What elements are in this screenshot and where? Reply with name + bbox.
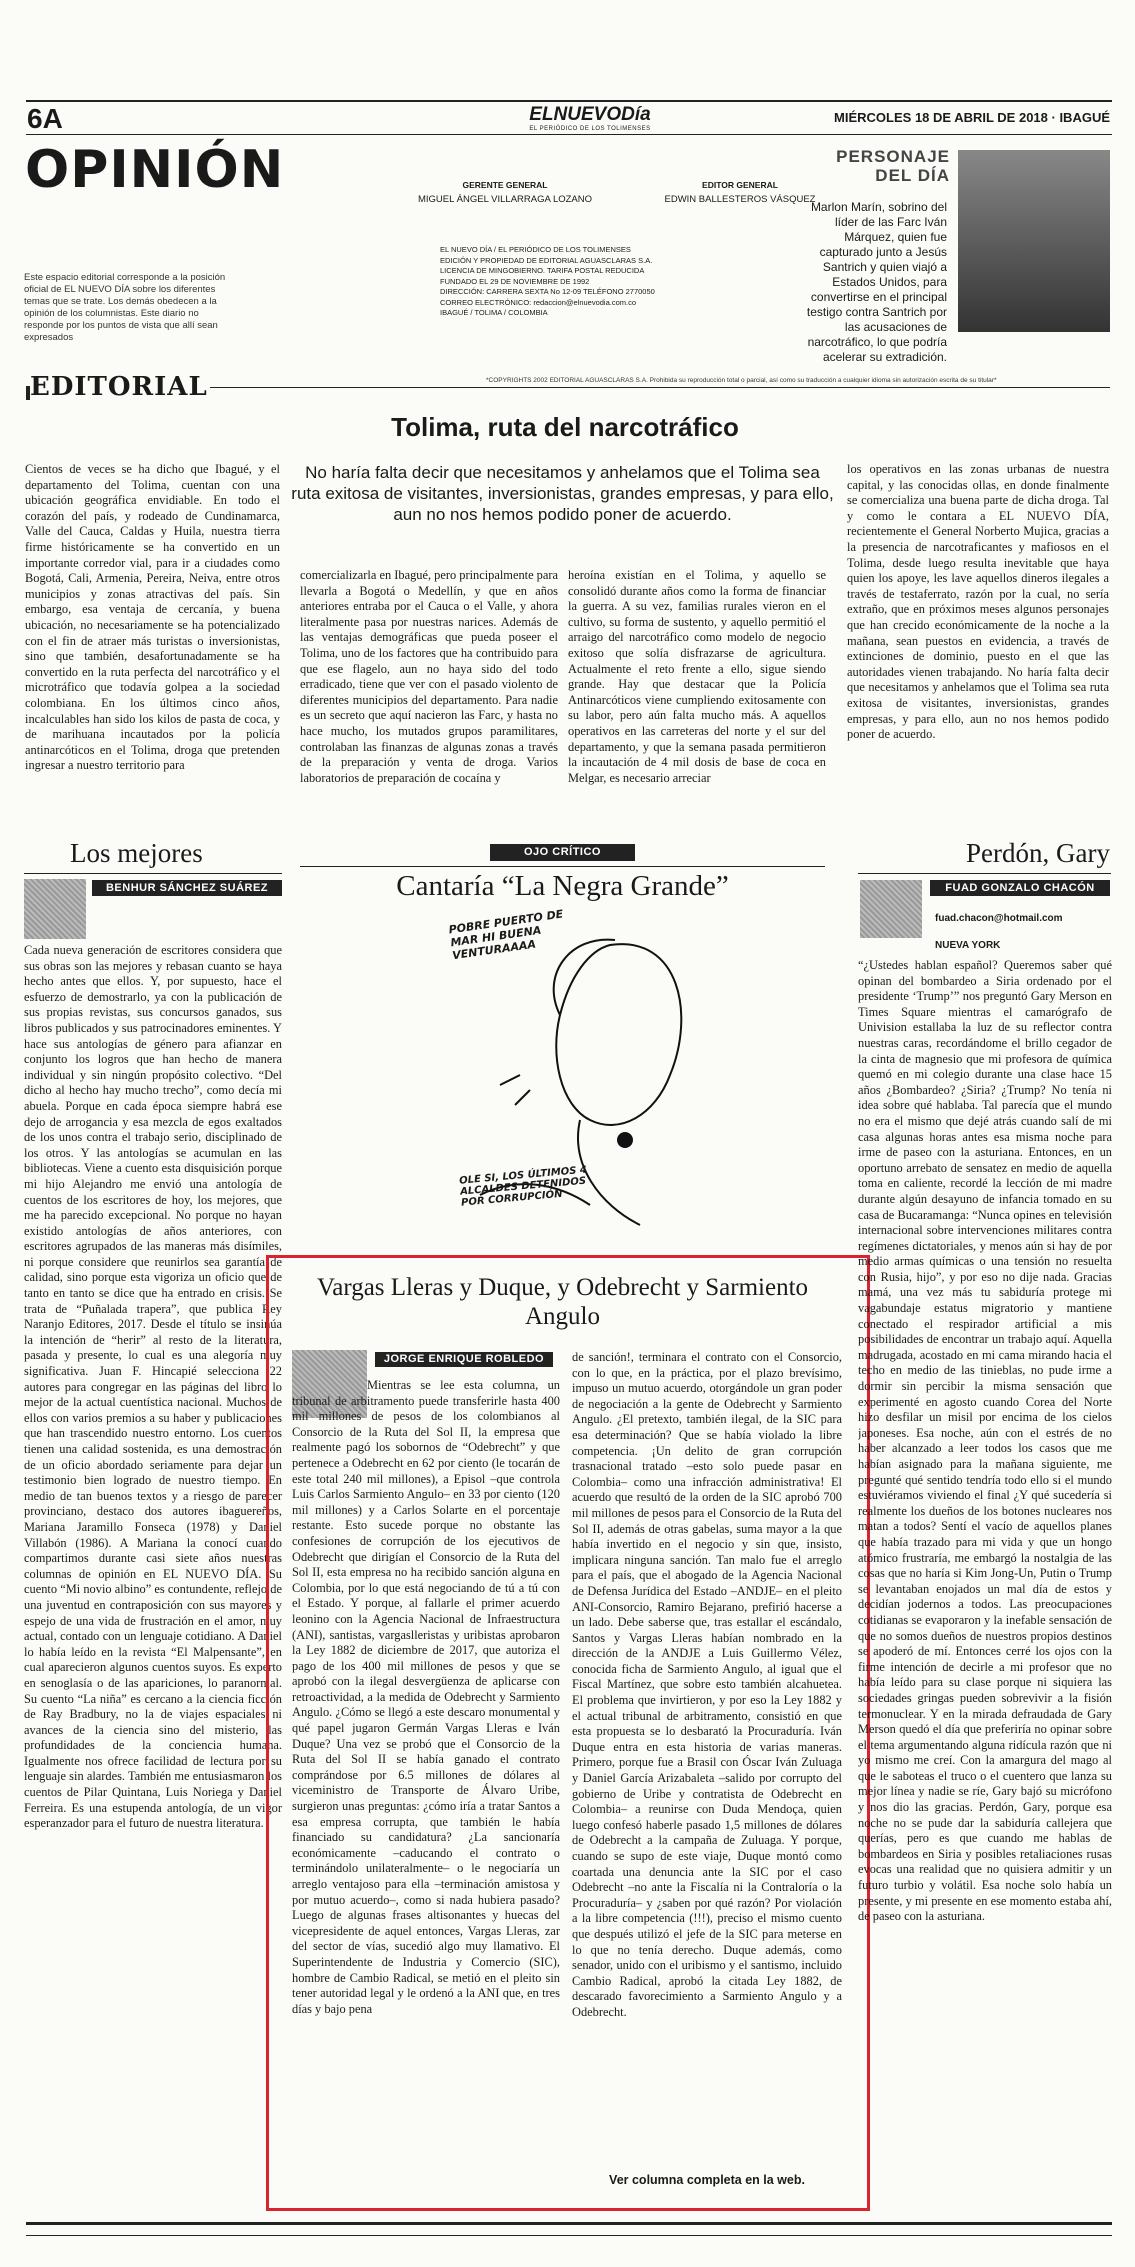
perdon-author-photo [860, 880, 922, 938]
gerente-block: GERENTE GENERAL MIGUEL ÁNGEL VILLARRAGA LOZANO [417, 180, 593, 205]
perdon-author: FUAD GONZALO CHACÓN [930, 880, 1110, 896]
page-number: 6A [27, 103, 63, 134]
newspaper-logo: ELNUEVODía EL PERIÓDICO DE LOS TOLIMENSES [529, 104, 651, 132]
editorial-title: Tolima, ruta del narcotráfico [391, 412, 739, 442]
section-title: OPINIÓN [25, 140, 285, 200]
mejores-title: Los mejores [70, 838, 203, 868]
editorial-column-2: comercializarla en Ibagué, pero principalmente para llevarla a Bogotá o Medellín, y que en años anteriores entraba por el Cauca o el Valle, y ahora literalmente pasa por nuestras narices. Además de las ventajas demográficas que pueda poseer el Tolima, uno de los factores que ha contribuido para que ese flagelo, aun no haya sido del todo erradicado, tiene que ver con el pasado violento de diferentes municipios del departamento. Para nadie es un secreto que aquí nacieron las Farc, y hasta no hace mucho, los mutados grupos paramilitares, controlaban las finanzas de algunas zonas a través de la preparación y venta de droga. Varios laboratorios de preparación de cocaína y [300, 568, 558, 785]
perdon-email[interactable]: fuad.chacon@hotmail.com [935, 913, 1063, 924]
editorial-column-1: Cientos de veces se ha dicho que Ibagué, y el departamento del Tolima, cuentan con una ubicación geográfica envidiable. En todo el corazón del país, y rodeado de Cundinamarca, Valle del Cauca, Caldas y Huila, nuestra tierra firme históricamente se ha convertido en un importante corredor vial, para ir a ciudades como Bogotá, Cali, Armenia, Pereira, Neiva, entre otros municipios y zonas atractivas del país. Sin embargo, esa ventaja de cercanía, y buena ubicación, no necesariamente se ha potencializado con el fin de atraer más turistas o inversionistas, sino que también, desafortunadamente se ha convertido en la ruta perfecta del narcotráfico y el microtráfico que todavía golpea a la sociedad colombiana. En los últimos cinco años, incalculables han sido los kilos de pasta de coca, y de marihuana incautados por la policía antinarcóticos en el Tolima, droga que pretenden ingresar a nuestro territorio para [25, 462, 280, 773]
vargas-more-link[interactable]: Ver columna completa en la web. [609, 2173, 805, 2187]
personaje-title: PERSONAJE DEL DÍA [836, 147, 950, 185]
vargas-title: Vargas Lleras y Duque, y Odebrecht y Sarmiento Angulo [316, 1274, 809, 1330]
perdon-title: Perdón, Gary [966, 838, 1110, 868]
personaje-text: Marlon Marín, sobrino del líder de las Farc Iván Márquez, quien fue capturado junto a Jesús Santrich y quien viajó a Estados Unidos, para convertirse en el principal testigo contra Santrich por las acusaciones de narcotráfico, lo que podría acelerar su extradición. [806, 200, 947, 364]
mejores-author: BENHUR SÁNCHEZ SUÁREZ [92, 880, 282, 896]
caricature-bubble-1: POBRE PUERTO DE MAR HI BUENA VENTURAAAA [447, 907, 564, 963]
personaje-photo [958, 150, 1110, 332]
vargas-column-1: Mientras se lee esta columna, un tribunal de arbitramento puede transferirle hasta 400 mil millones de pesos de los colombianos al Consorcio de la Ruta del Sol II, la empresa que realmente pagó los sobornos de “Odebrecht” y que pertenece a Odebrecht en 62 por ciento (le tocarán de este total 240 mil millones), a Episol –que controla Luis Carlos Sarmiento Angulo– en 33 por ciento (120 mil millones) y a Carlos Solarte en el porcentaje restante. Esto sucede porque no obstante las confesiones de corrupción de los ejecutivos de Odebrecht que dirigían el Consorcio de la Ruta del Sol II, esta empresa no ha recibido sanción alguna en Colombia, por lo que está negociando de tú a tú con el Estado. Y porque, al fallarle el primer acuerdo leonino con la Agencia Nacional de Infraestructura (ANI), santistas, vargaslleristas y uribistas aprobaron la Ley 1882 de diciembre de 2017, que autoriza el pago de los 400 mil millones de pesos y que se aprobó con la ilegal desvergüenza de aplicarse con retroactividad, a la medida de Odebrecht y Sarmiento Angulo. ¿Cómo se llegó a este descaro monumental y qué papel jugaron Germán Vargas Lleras e Iván Duque? Una vez se probó que el Consorcio de la Ruta del Sol II se había ganado el contrato comprándose por 6.5 millones de dólares al viceministro de Transporte de Álvaro Uribe, surgieron unas preguntas: ¿cómo iría a tratar Santos a esa empresa corrupta, que también le había financiado su candidatura? ¿La sancionaría económicamente –caducando el contrato o terminándolo unilateralmente– o le negociaría un arreglo ventajoso para ella –terminación amistosa y por mutuo acuerdo–, como si nada hubiera pasado? Luego de algunas frases altisonantes y huecas del vicepresidente de aquel entonces, Vargas Lleras, zar del sector de vías, sucedió algo muy llamativo. El Superintendente de Industria y Comercio (SIC), hombre de Cambio Radical, se metió en el pleito sin tener autoridad legal y le ordenó a la ANI que, en tres días y bajo pena [292, 1378, 560, 2016]
ojo-title: Cantaría “La Negra Grande” [396, 870, 729, 902]
issue-date: MIÉRCOLES 18 DE ABRIL DE 2018 · IBAGUÉ [834, 110, 1110, 125]
editorial-label: EDITORIAL [30, 372, 208, 402]
caricature [440, 905, 695, 1255]
perdon-text: “¿Ustedes hablan español? Queremos saber qué opinan del bombardeo a Siria ordenado por el presidente ‘Trump’” nos preguntó Gary Merson en Times Square mientras el camarógrafo de Univision estallaba la luz de su reflector contra nuestras caras, recordándome el brillo cegador de la cinta de magnesio que mi profesora de química quemó en mi colegio durante una clase hace 15 años ¿Bombardeo? ¿Siria? ¿Trump? No tenía ni idea sobre qué hablaba. Tal parecía que el mundo no era el mismo que dejé atrás cuando salí de mi casa algunas horas antes esa misma noche para irme de paseo con la asturiana. Entonces, en un oportuno arrebato de sensatez en medio de aquella toma en caliente, recordé la lección de mi madre durante algún desayuno de infancia tomado en su casa de Bucaramanga: “Nunca opines en televisión internacional sobre intervenciones militares contra regímenes dictatoriales, y menos aún si hay de por medio armas químicas o una tensión no resuelta con Rusia, hijo”, y por eso no dije nada. Gracias mamá, una vez más tu sabiduría protege mi vagabundaje estatus migratorio y mantiene conectado el respirador artificial a mis posibilidades de encontrar un trabajo aquí. Aquella madrugada, acostado en mi cama mirando hacia el techo en medio de las tinieblas, no pude irme a dormir sin percibir la misma sensación que experimenté en agosto cuando Corea del Norte hizo desfilar un misil por encima de los cielos japoneses. Esa noche, aún con el estrés de no haber alcanzado a leer todos los casos que me habían asignado para la mañana siguiente, me pregunté qué sentido tendría todo ello si el mundo estuviéramos viviendo el final ¿Y qué sucedería si realmente los dueños de los botones nucleares nos matan a todos? Sentí el vacío de aquellos planes que había trazado para mi vida y que un hongo atómico frustraría, me embargó la nostalgia de las cosas que no haría si Kim Jong-Un, Putin o Trump se levantaban enojados un mal día de estos y decidían jodernos a todos. Las preocupaciones cotidianas se evaporaron y la inefable sensación de que no somos dueños de nuestros propios destinos se apoderó de mí. Entonces cerré los ojos con la firme intención de decirle a mi profesor que no había leído para su clase porque ni siquiera las sociedades gringas pueden sobrevivir a la fisión termonuclear. Y en la mirada defraudada de Gary Merson quedó el día que preferiría no opinar sobre el tema argumentando alguna ridícula razón que ni yo mismo me creí. Con la amargura del mago al que le saboteas el truco o el cuentero que lanza su mejor línea y nadie se ríe, Gary bajó su micrófono y nos dio las gracias. Perdón, Gary, porque esa noche no se pude dar la sabiduría callejera que querías, pero es que cuando me hablas de bombardeos en Siria y posibles retaliaciones rusas evocas una realidad que no quisiera admitir y un futuro turbio y volátil. Esa noche solo había un presente, y mi presente en ese momento estaba ahí, de paseo con la asturiana. [858, 958, 1112, 1924]
editorial-column-3: heroína existían en el Tolima, y aquello se consolidó durante años como la forma de financiar la guerra. A su vez, familias rurales vieron en el cultivo, su forma de sustento, y aquello permitió el arraigo del narcotráfico como modelo de negocio exitoso que solía disfrazarse de agricultura. Actualmente el reto frente a ello, sigue siendo grande. Hay que destacar que la Policía Antinarcóticos viene cumpliendo exitosamente con su labor, pero aún falta mucho más. A aquellos operativos en las carreteras del norte y el sur del departamento, y que la semana pasada permitieron la incautación de 4 mil dosis de base de coca en Melgar, es necesario arreciar [568, 568, 826, 785]
mejores-text: Cada nueva generación de escritores considera que sus obras son las mejores y rebasan cuanto se haya hecho antes que ellos. Y, por supuesto, hace el esfuerzo de demostrarlo, ya con la publicación de sus propias revistas, sus concursos ganados, sus libros publicados y sus patrocinadores eminentes. Y hace sus antologías de género para afianzar en conjunto los logros que han hecho de manera individual y sin ningún propósito colectivo. “Del dicho al hecho hay mucho trecho”, como decía mi abuela. Porque en cada época siempre habrá ese dejo de arrogancia y esa mezcla de egos exaltados de los unos contra el trabajo serio, disciplinado de los otros. Y las antologías se acumulan en las bibliotecas. Viene a cuento esta disquisición porque mi hijo Alejandro me envió una antología de cuentos de los escritores de hoy, los mejores, que me ha parecido excepcional. No porque no hayan existido antologías de años anteriores, con escritores agrupados de las maneras más disímiles, ni porque considere que reunirlos sea garantía de calidad, sino porque esta vigoriza un oficio que de tanto en tanto se dice que ha entrado en crisis. Se trata de “Puñalada trapera”, que publica Rey Naranjo Editores, 2017. Desde el título se insinúa la intención de “herir” al resto de la literatura, pasada y presente, lo cual es una alegoría muy significativa. Juan F. Hincapié selecciona 22 autores para congregar en las páginas del libro lo mejor de la actual cuentística nacional. Muchos de ellos con varios premios a su haber y publicaciones que han trascendido nuestro entorno. Los cuentos tienen una calidad sostenida, es una demostración de un oficio abordado seriamente para dejar un testimonio bien logrado de nuestro tiempo. En medio de tan buenos textos y a riesgo de parecer provinciano, destaco dos autores ibaguereños, Mariana Jaramillo Fonseca (1978) y Daniel Villabón (1986). A Mariana la conocí cuando compartimos durante casi siete años nuestras columnas de opinión en EL NUEVO DÍA. Su cuento “Mi novio albino” es contundente, reflejo de una juventud en contraposición con sus mayores y espejo de una vida de frustración en el amor, muy actual, contado con un lenguaje cotidiano. A Daniel lo había leído en la revista “El Malpensante”, en cual aparecieron algunos cuentos suyos. Es experto en senoglasía o de las apariciones, lo paranormal. Su cuento “La niña” es cercano a la ciencia ficción de Ray Bradbury, no la de viajes espaciales ni avances de la ciencia sino del misterio, las profundidades de la conciencia humana. Igualmente nos ofrece facilidad de lectura por su lenguaje sin alardes. También me entusiasmaron los cuentos de Pilar Quintana, Luis Noriega y Daniel Ferreira. Es una estupenda antología, de un vigor esperanzador para el futuro de nuestra literatura. [24, 943, 282, 1831]
mejores-author-photo [24, 879, 86, 939]
copyright: *COPYRIGHTS 2002 EDITORIAL AGUASCLARAS S.A. Prohibida su reproducción total o parcial, así como su traducción a cualquier idioma sin autorización escrita de su titular* [486, 377, 997, 384]
perdon-city: NUEVA YORK [935, 940, 1001, 951]
editor-block: EDITOR GENERAL EDWIN BALLESTEROS VÁSQUEZ [664, 180, 816, 205]
masthead-info: EL NUEVO DÍA / EL PERIÓDICO DE LOS TOLIMENSES EDICIÓN Y PROPIEDAD DE EDITORIAL AGUASCLARAS S.A. LICENCIA DE MINGOBIERNO. TARIFA POSTAL REDUCIDA FUNDADO EL 29 DE NOVIEMBRE DE 1992 DIRECCIÓN: CARRERA SEXTA No 12-09 TELÉFONO 2770050 CORREO ELECTRÓNICO: redaccion@elnuevodia.com.co IBAGUÉ / TOLIMA / COLOMBIA [440, 245, 655, 317]
caricature-bubble-2: OLE SI, LOS ÚLTIMOS 4 ALCALDES DETENIDOS POR CORRUPCIÓN [458, 1164, 588, 1209]
vargas-author: JORGE ENRIQUE ROBLEDO [375, 1352, 553, 1367]
editorial-column-4: los operativos en las zonas urbanas de nuestra capital, y las conocidas ollas, en donde finalmente se comercializa una buena parte de dicha droga. Tal y como le contara a EL NUEVO DÍA, recientemente el General Norberto Mujica, gracias a la presencia de narcotraficantes y mafiosos en el Tolima, desde luego resulta inevitable que haya quien los apoye, les lave aquellos dineros ilegales a través de testaferrato, razón por la cual, no sería extraño, que en próximos meses algunos personajes que han crecido económicamente de la noche a la mañana, sean puestos en evidencia, a través de extinciones de dominio, puesto en el que las autoridades vienen trabajando. No haría falta decir que necesitamos y anhelamos que el Tolima sea ruta exitosa de visitantes, inversionistas, grandes empresas, y para ello, aun no nos hemos podido poner de acuerdo. [847, 462, 1109, 742]
vargas-column-2: de sanción!, terminara el contrato con el Consorcio, con lo que, en la práctica, por el plazo brevísimo, impuso un mutuo acuerdo, otorgándole un gran poder de negociación a la gente de Odebrecht y Sarmiento Angulo. ¿El pretexto, también ilegal, de la SIC para esa determinación? Que se había violado la libre competencia. ¡Un delito de gran corrupción trasnacional tratado –esto solo puede pasar en Colombia– como una infracción administrativa! El acuerdo que resultó de la orden de la SIC aprobó 700 mil millones de pesos para el Consorcio de la Ruta del Sol II, además de otras gabelas, suma mayor a la que había invertido en el negocio y sin que, insisto, implicara ninguna sanción. Tan malo fue el arreglo para el país, que el abogado de la Agencia Nacional de Defensa Jurídica del Estado –ANDJE– en el pleito ANI-Consorcio, Ramiro Bejarano, prefirió hacerse a un lado. Debe saberse que, tras estallar el escándalo, Santos y Vargas Lleras habían nombrado en la dirección de la ANDJE a Luis Guillermo Vélez, conocida ficha de Sarmiento Angulo, al igual que el Fiscal Martínez, que sobre esto también alcahueteа. El problema que invirtieron, y por eso la Ley 1882 y el actual tribunal de arbitramento, consistió en que esta propuesta se lo desbarató la Procuraduría. Iván Duque entra en esta historia de varias maneras. Primero, porque fue a Brasil con Óscar Iván Zuluaga y Daniel García Arizabaleta –salido por corrupto del gobierno de Uribe y contratista de Odebrecht en Colombia– a reunirse con Duda Mendoça, quien luego confesó haberle pasado 1,5 millones de dólares de Odebrecht a la campaña de Zuluaga. Y porque, cuando se supo de este viaje, Duque montó como coartada una denuncia ante la SIC por el caso Odebrecht –no ante la Fiscalía ni la Contraloría o la Procuraduría– y ¿saben por qué razón? Por violación a la libre competencia (!!!), preciso el mismo cuento que después utilizó el jefe de la SIC para meterse en lo que no tenía derecho. Duque además, como senador, unido con el uribismo y el santismo, incluido Cambio Radical, aprobó la citada Ley 1882, de descarado favorecimiento a Sarmiento Angulo y a Odebrecht. [572, 1350, 842, 2019]
editorial-deck: No haría falta decir que necesitamos y anhelamos que el Tolima sea ruta exitosa de visitantes, inversionistas, grandes empresas, y para ello, aun no nos hemos podido poner de acuerdo. [291, 463, 834, 524]
ojo-label: OJO CRÍTICO [490, 844, 635, 861]
editorial-disclaimer: Este espacio editorial corresponde a la posición oficial de EL NUEVO DÍA sobre los diferentes temas que se trate. Los demás obedecen a la opinión de los columnistas. Este diario no responde por los puntos de vista que allí sean expresados [24, 272, 226, 343]
